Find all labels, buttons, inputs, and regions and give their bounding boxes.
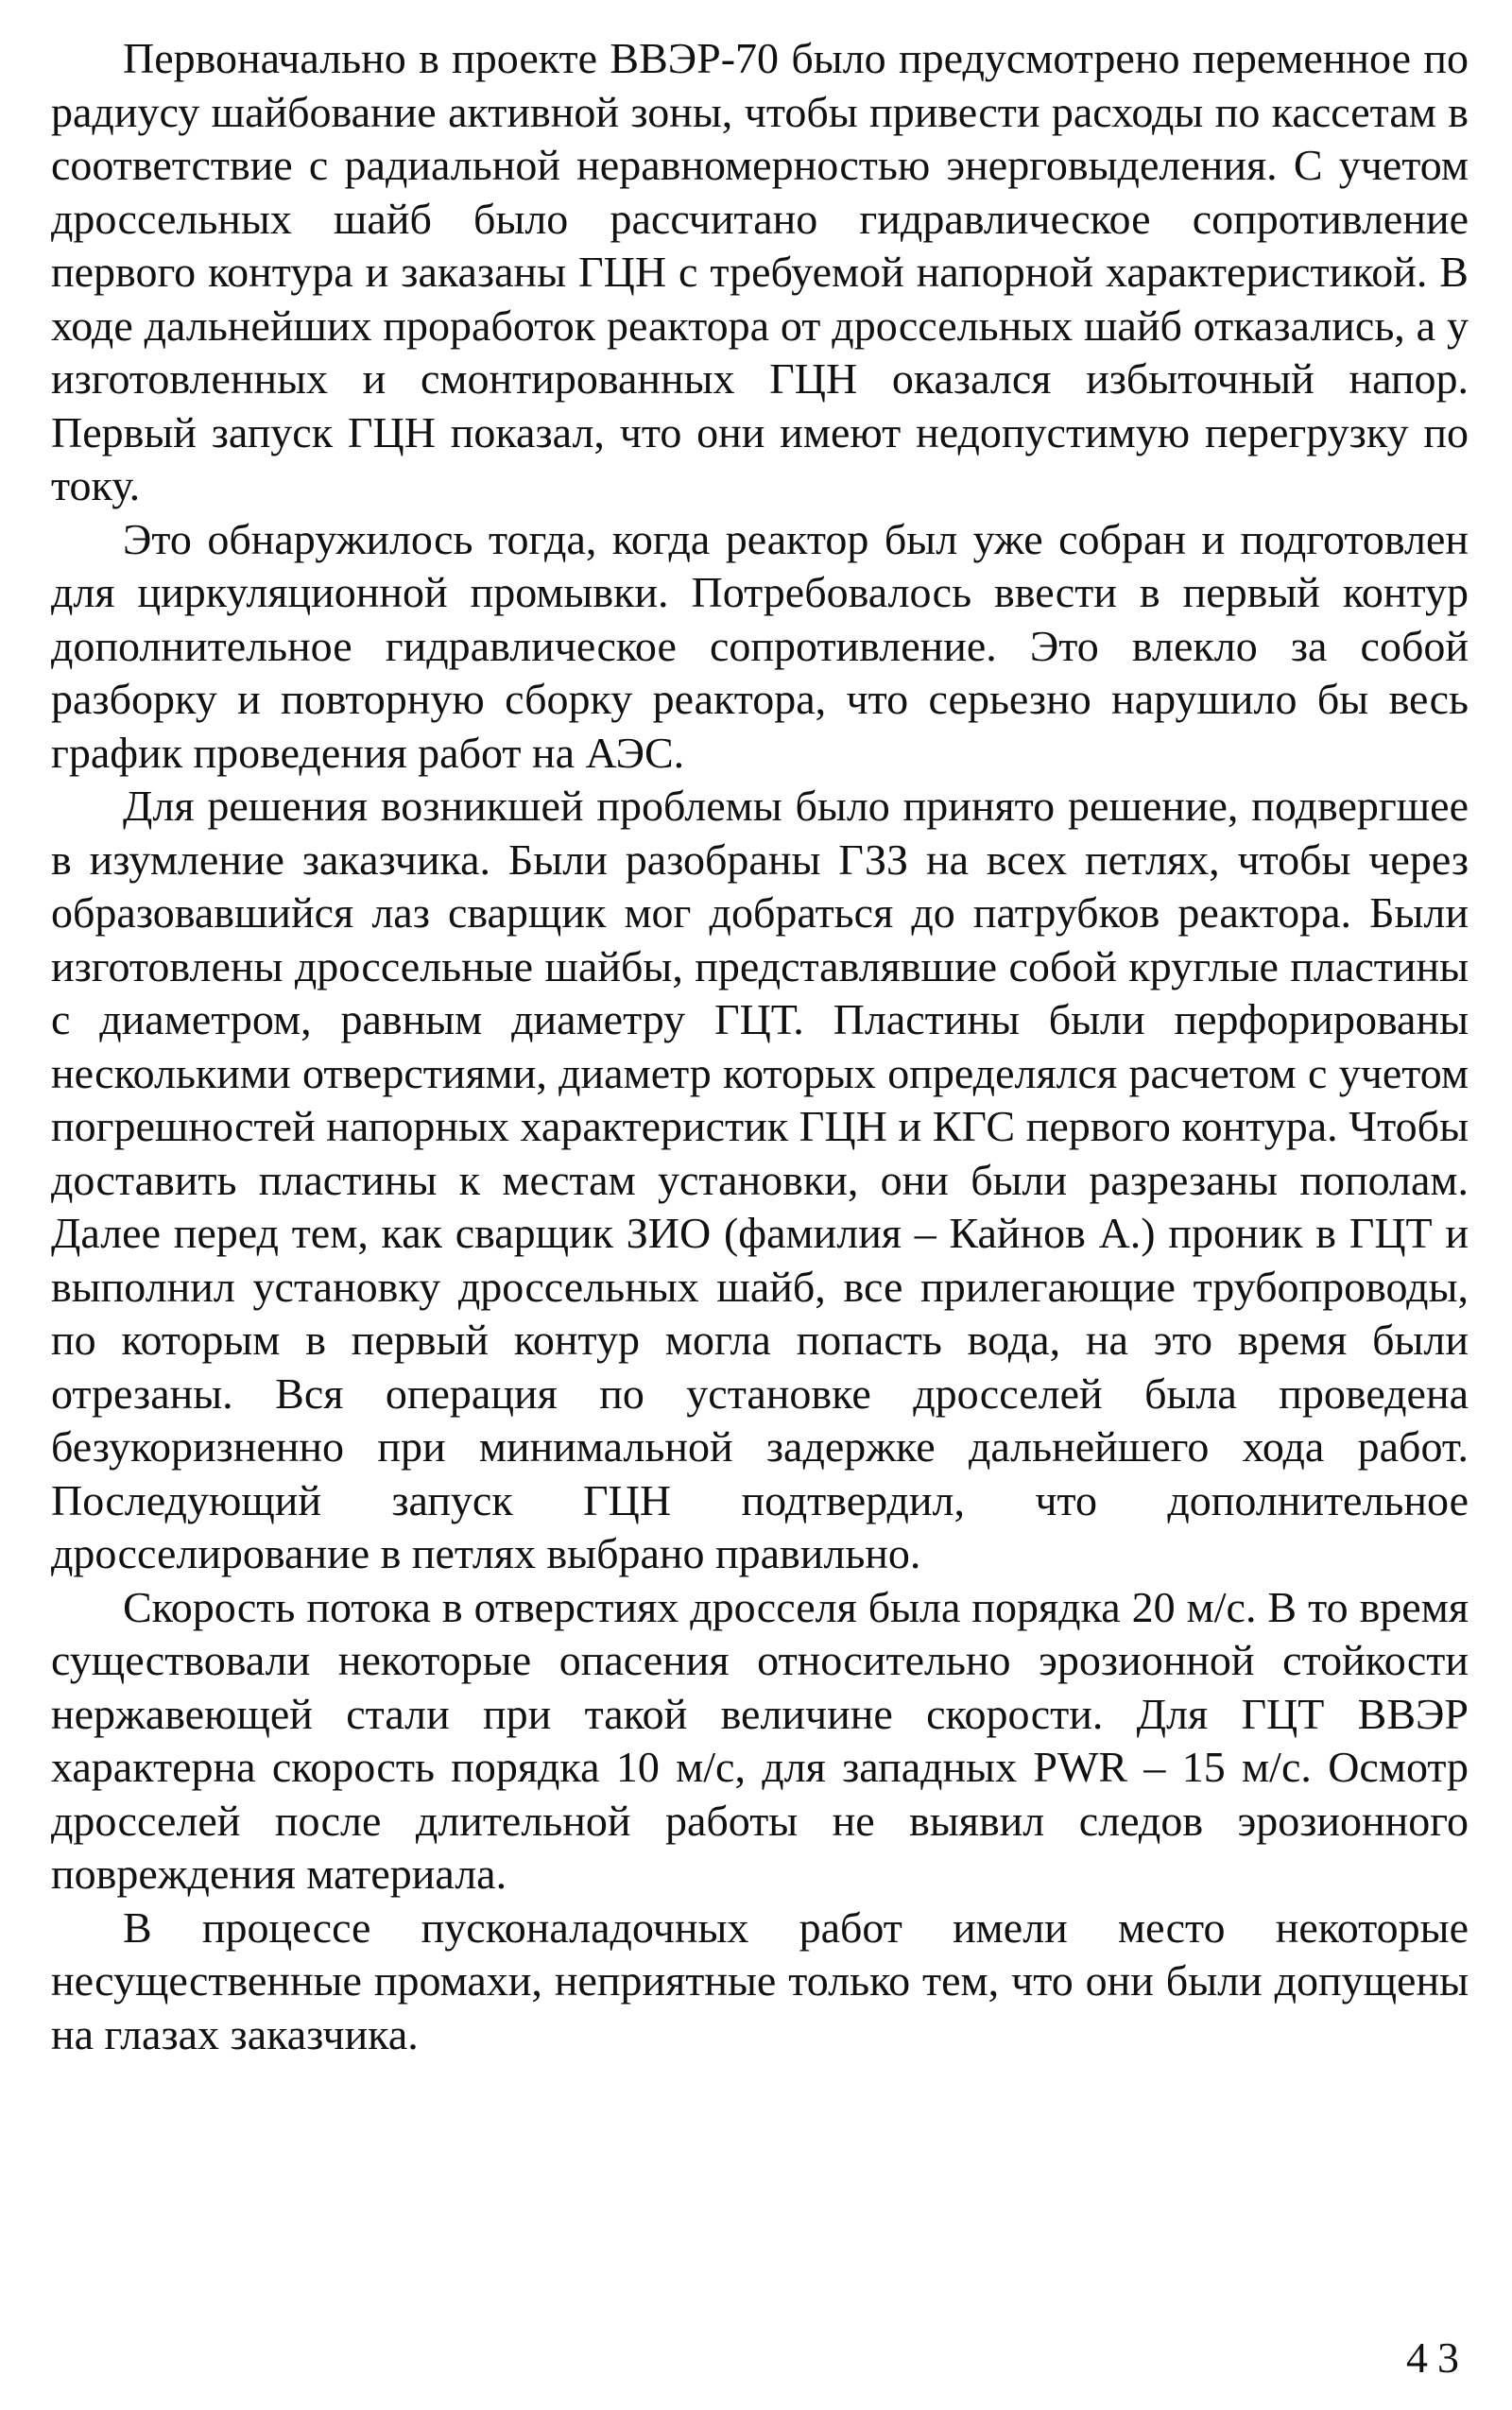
paragraph: Для решения возникшей проблемы было принято решение, подвергшее в изумление заказчика. Были разобраны ГЗЗ на всех петлях, чтобы через образовавшийся лаз сварщик мог добраться до патрубков реактора. Были изготовлены дроссельные шайбы, представлявшие собой круглые пластины с диаметром, равным диаметру ГЦТ. Пластины были перфорированы несколькими отверстиями, диаметр которых определялся расчетом с учетом погрешностей напорных характеристик ГЦН и КГС первого контура. Чтобы доставить пластины к местам установки, они были разрезаны пополам. Далее перед тем, как сварщик ЗИО (фамилия – Кайнов А.) проник в ГЦТ и выполнил установку дроссельных шайб, все прилегающие трубопроводы, по которым в первый контур могла попасть вода, на это время были отрезаны. Вся операция по установке дросселей была проведена безукоризненно при минимальной задержке дальнейшего хода работ. Последующий запуск ГЦН подтвердил, что дополнительное дросселирование в петлях выбрано правильно.	[51, 782, 1469, 1577]
paragraph: Это обнаружилось тогда, когда реактор был уже собран и подготовлен для циркуляционной промывки. Потребовалось ввести в первый контур дополнительное гидравлическое сопротивление. Это влекло за собой разборку и повторную сборку реактора, что серьезно нарушило бы весь график проведения работ на АЭС.	[51, 514, 1469, 777]
body-text	[51, 32, 1469, 2061]
paragraph: В процессе пусконаладочных работ имели место некоторые несущественные промахи, неприятные только тем, что они были допущены на глазах заказчика.	[51, 1902, 1469, 2058]
paragraph: Скорость потока в отверстиях дросселя была порядка 20 м/с. В то время существовали некоторые опасения относительно эрозионной стойкости нержавеющей стали при такой величине скорости. Для ГЦТ ВВЭР характерна скорость порядка 10 м/с, для западных PWR – 15 м/с. Осмотр дросселей после длительной работы не выявил следов эрозионного повреждения материала.	[51, 1582, 1469, 1898]
page-number: 43	[1406, 2333, 1469, 2382]
paragraph: Первоначально в проекте ВВЭР-70 было предусмотрено переменное по радиусу шайбование активной зоны, чтобы привести расходы по кассетам в соответствие с радиальной неравномерностью энерговыделения. С учетом дроссельных шайб было рассчитано гидравлическое сопротивление первого контура и заказаны ГЦН с требуемой напорной характеристикой. В ходе дальнейших проработок реактора от дроссельных шайб отказались, а у изготовленных и смонтированных ГЦН оказался избыточный напор. Первый запуск ГЦН показал, что они имеют недопустимую перегрузку по току.	[51, 34, 1469, 509]
